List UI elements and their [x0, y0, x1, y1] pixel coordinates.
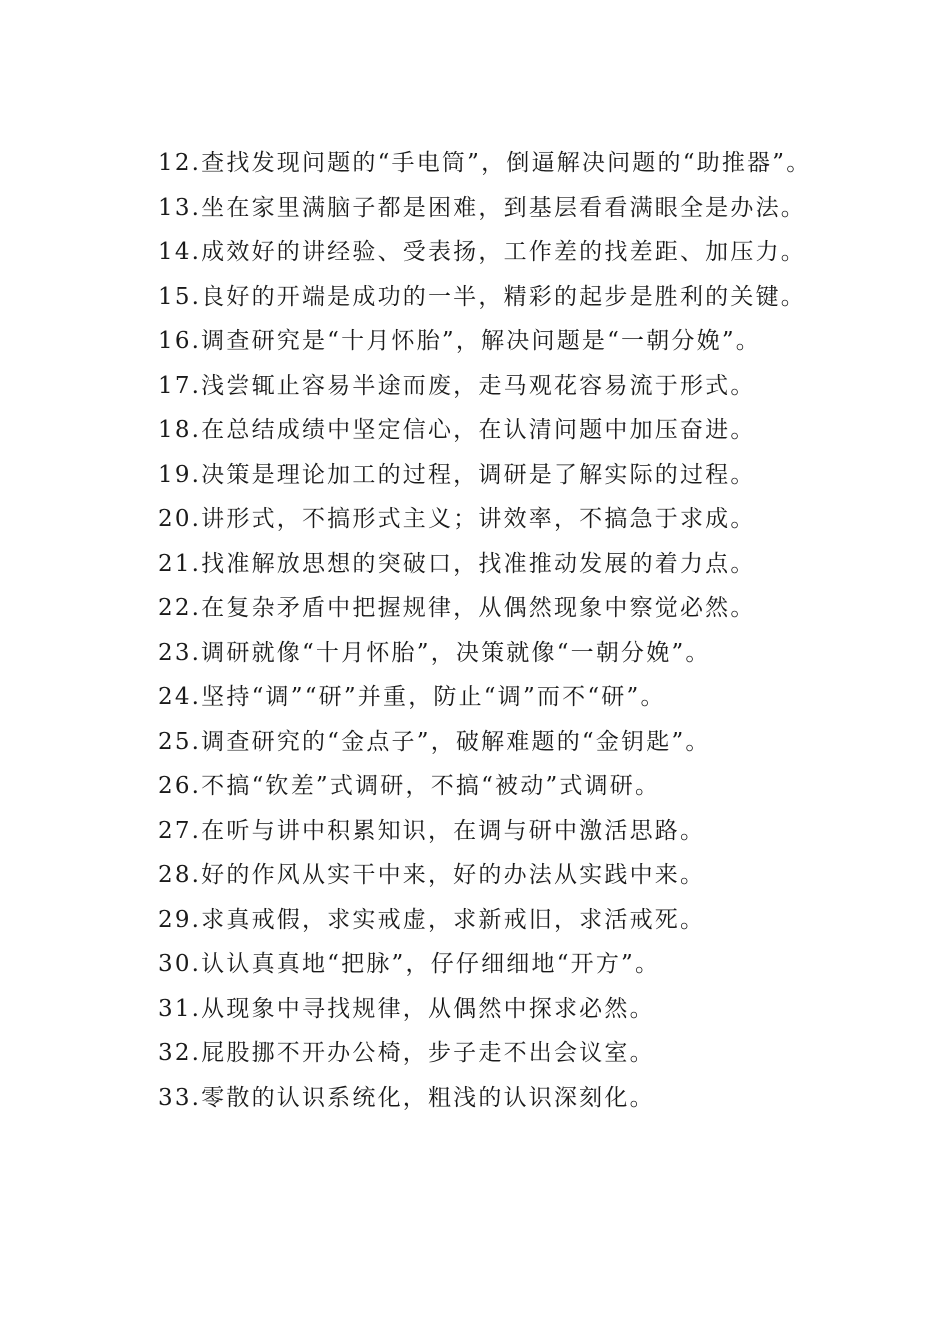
list-item: 13.坐在家里满脑子都是困难，到基层看看满眼全是办法。 [158, 194, 806, 221]
list-item: 28.好的作风从实干中来，好的办法从实践中来。 [158, 862, 706, 888]
list-item: 15.良好的开端是成功的一半，精彩的起步是胜利的关键。 [158, 283, 806, 310]
list-item: 31.从现象中寻找规律，从偶然中探求必然。 [158, 995, 655, 1022]
list-item: 12.查找发现问题的“手电筒”，倒逼解决问题的“助推器”。 [158, 150, 812, 176]
list-item: 14.成效好的讲经验、受表扬，工作差的找差距、加压力。 [158, 239, 806, 265]
list-item: 18.在总结成绩中坚定信心，在认清问题中加压奋进。 [158, 417, 756, 443]
list-item: 29.求真戒假，求实戒虚，求新戒旧，求活戒死。 [158, 906, 706, 933]
list-item: 32.屁股挪不开办公椅，步子走不出会议室。 [158, 1040, 655, 1066]
list-item: 30.认认真真地“把脉”，仔仔细细地“开方”。 [158, 951, 661, 977]
list-item: 22.在复杂矛盾中把握规律，从偶然现象中察觉必然。 [158, 595, 756, 621]
list-item: 23.调研就像“十月怀胎”，决策就像“一朝分娩”。 [158, 639, 711, 666]
document-body [114, 141, 826, 1120]
list-item: 24.坚持“调”“研”并重，防止“调”而不“研”。 [158, 684, 666, 710]
list-item: 16.调查研究是“十月怀胎”，解决问题是“一朝分娩”。 [158, 328, 762, 354]
list-item: 19.决策是理论加工的过程，调研是了解实际的过程。 [158, 461, 756, 488]
list-item: 33.零散的认识系统化，粗浅的认识深刻化。 [158, 1084, 655, 1111]
list-item: 17.浅尝辄止容易半途而废，走马观花容易流于形式。 [158, 372, 756, 399]
list-item: 21.找准解放思想的突破口，找准推动发展的着力点。 [158, 550, 756, 577]
list-item: 27.在听与讲中积累知识，在调与研中激活思路。 [158, 817, 706, 844]
list-item: 20.讲形式，不搞形式主义；讲效率，不搞急于求成。 [158, 506, 756, 532]
list-item: 25.调查研究的“金点子”，破解难题的“金钥匙”。 [158, 728, 711, 755]
list-item: 26.不搞“钦差”式调研，不搞“被动”式调研。 [158, 773, 661, 799]
